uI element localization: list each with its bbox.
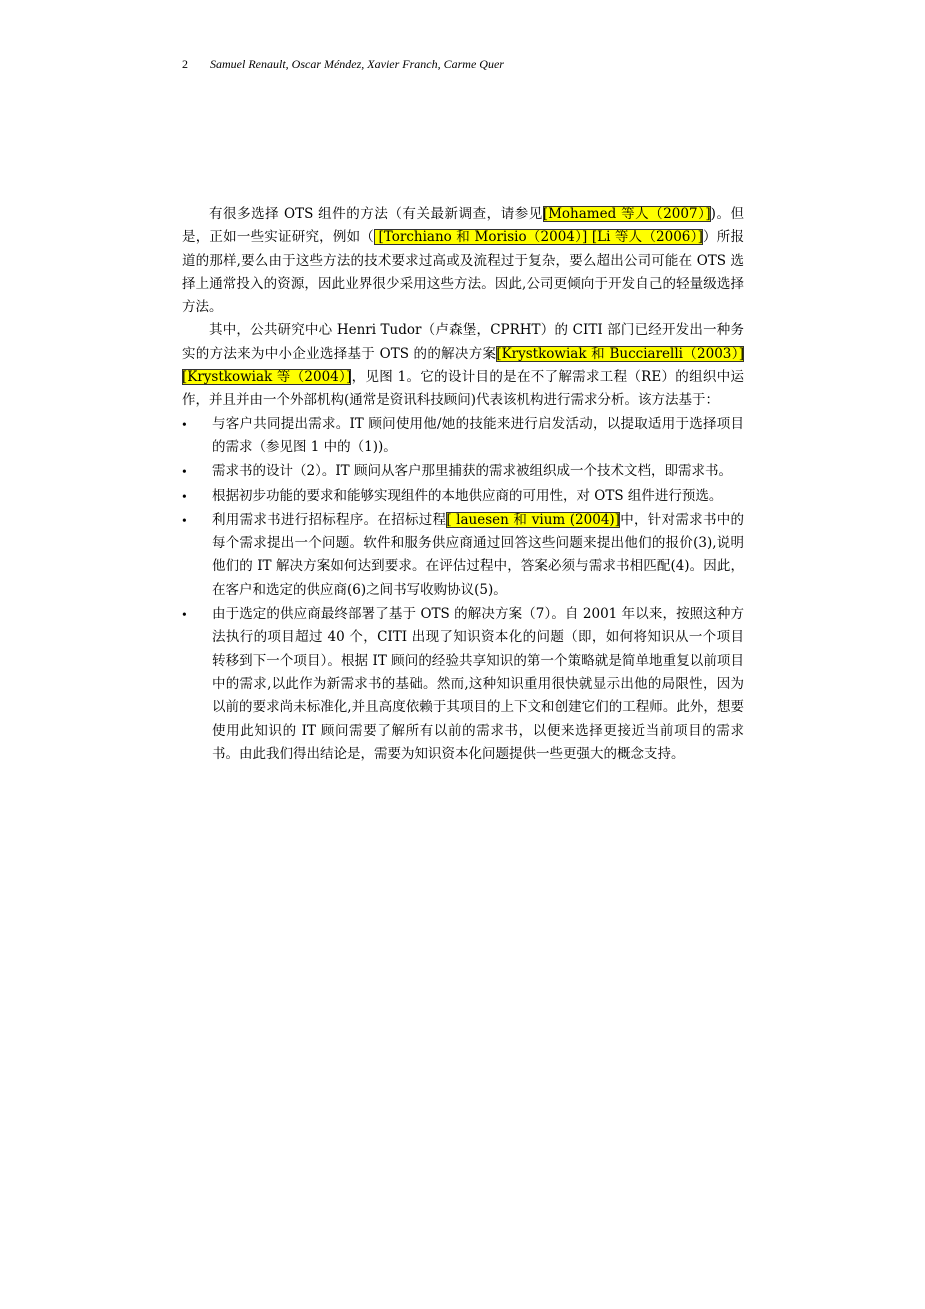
bullet-list — [182, 413, 744, 766]
bullet-icon: • — [182, 512, 187, 528]
running-authors: Samuel Renault, Oscar Méndez, Xavier Franch, Carme Quer — [210, 57, 504, 71]
text-segment: 中，针对需求书中的每个需求提出一个问题。软件和服务供应商通过回答这些问题来提出他们的报价(3),说明他们的 IT 解决方案如何达到要求。在评估过程中，答案必须与需求书相匹配(4)。因此，在客户和选定的供应商(6)之间书写收购协议(5)。 — [212, 511, 745, 598]
page-number: 2 — [182, 57, 188, 71]
text-segment: 有很多选择 OTS 组件的方法（有关最新调查，请参见 — [209, 206, 543, 222]
paragraph — [182, 319, 744, 412]
list-item — [182, 413, 744, 460]
bullet-icon: • — [182, 607, 187, 623]
text-segment: ，见图 1。它的设计目的是在不了解需求工程（RE）的组织中运作，并且并由一个外部机构(通常是资讯科技顾问)代表该机构进行需求分析。该方法基于： — [182, 369, 744, 409]
text-segment: 由于选定的供应商最终部署了基于 OTS 的解决方案（7）。自 2001 年以来，按照这种方法执行的项目超过 40 个，CITI 出现了知识资本化的问题（即，如何将知识从一个项目转移到下一个项目）。根据 IT 顾问的经验共享知识的第一个策略就是简单地重复以前项目中的需求,以此作为新需求书的基础。然而,这种知识重用很快就显示出他的局限性，因为以前的要求尚未标准化,并且高度依赖于其项目的上下文和创建它们的工程师。此外，想要使用此知识的 IT 顾问需要了解所有以前的需求书，以便来选择更接近当前项目的需求书。由此我们得出结论是，需要为知识资本化问题提供一些更强大的概念支持。 — [212, 606, 744, 762]
bullet-icon: • — [182, 464, 187, 480]
text-segment: )。但是，正如一些实证研究，例如（ — [182, 206, 745, 246]
text-segment: 根据初步功能的要求和能够实现组件的本地供应商的可用性，对 OTS 组件进行预选。 — [212, 487, 723, 504]
list-item — [182, 460, 744, 483]
bullet-icon: • — [182, 416, 187, 432]
citation-highlight: [ lauesen 和 vium (2004)] — [446, 511, 620, 528]
text-segment: 其中，公共研究中心 Henri Tudor（卢森堡，CPRHT）的 CITI 部门已经开发出一种务实的方法来为中小企业选择基于 OTS 的的解决方案 — [182, 322, 744, 362]
citation-highlight: [Torchiano 和 Morisio（2004）] [Li 等人（2006）] — [374, 229, 703, 246]
list-item — [182, 603, 744, 766]
list-item — [182, 485, 744, 508]
citation-highlight: [Mohamed 等人（2007）] — [542, 206, 711, 222]
page-header — [182, 56, 742, 72]
citation-highlight: [Krystkowiak 和 Bucciarelli（2003）] [Krystkowiak 等（2004）] — [182, 345, 744, 386]
text-segment: ）所报道的那样,要么由于这些方法的技术要求过高或及流程过于复杂，要么超出公司可能在 OTS 选择上通常投入的资源，因此业界很少采用这些方法。因此,公司更倾向于开发自己的轻量级选择方法。 — [182, 229, 744, 316]
bullet-icon: • — [182, 488, 187, 504]
text-segment: 利用需求书进行招标程序。在招标过程 — [212, 511, 447, 528]
text-segment: 与客户共同提出需求。IT 顾问使用他/她的技能来进行启发活动，以提取适用于选择项目的需求（参见图 1 中的（1))。 — [212, 415, 744, 455]
text-segment: 需求书的设计（2）。IT 顾问从客户那里捕获的需求被组织成一个技术文档，即需求书。 — [212, 463, 732, 480]
list-item — [182, 509, 744, 602]
document-body — [182, 203, 744, 766]
paragraph — [182, 203, 744, 319]
